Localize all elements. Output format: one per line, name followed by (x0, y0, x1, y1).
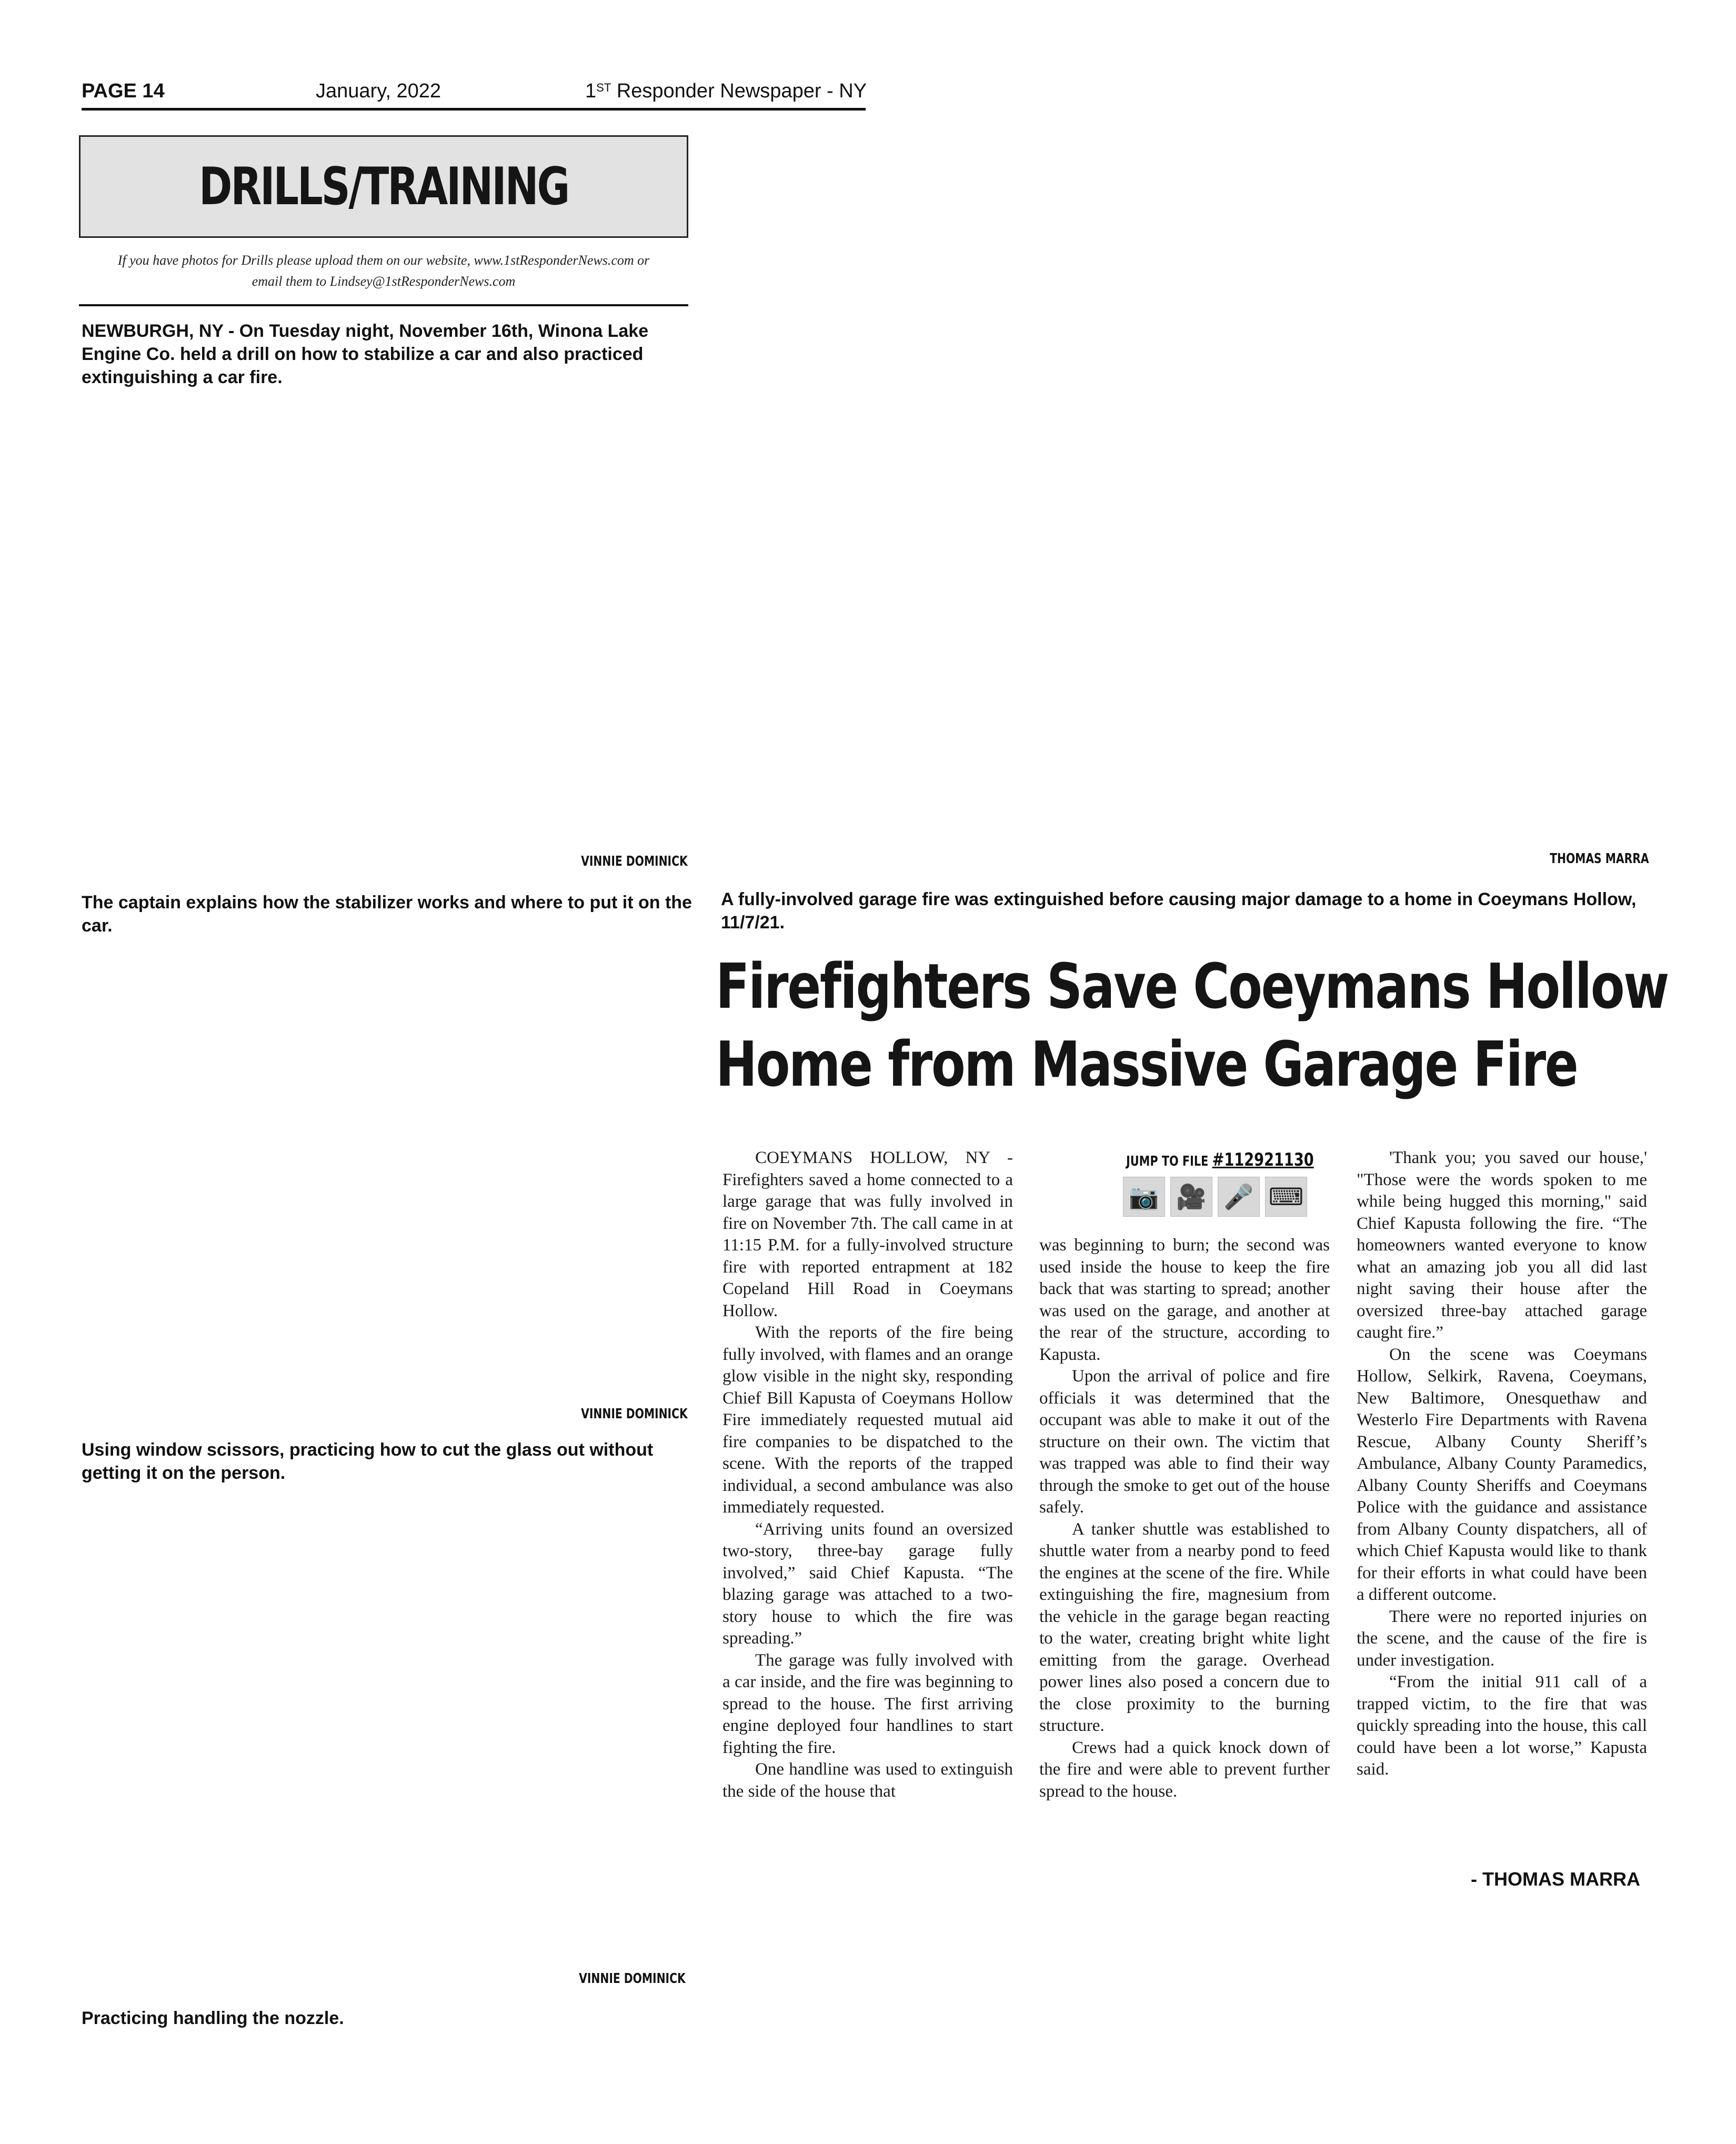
paragraph: Upon the arrival of police and fire officials it was determined that the occupant was able to make it out of the structure on their own. The victim that was trapped was able to find their way through the smoke to get out of the house safely. (1039, 1367, 1330, 1517)
photo-credit: VINNIE DOMINICK (579, 1971, 686, 1987)
jump-label: JUMP TO FILE #112921130 (1126, 1149, 1314, 1170)
publication-name: 1ST Responder Newspaper - NY (585, 80, 867, 102)
submission-note: If you have photos for Drills please upload them on our website, www.1stResponderNews.com or email them to Lindsey@1stResponderNews.com (117, 253, 650, 289)
photo-credit: THOMAS MARRA (1550, 851, 1649, 867)
article-column-1 (723, 1147, 1013, 1802)
article-column-2 (1039, 1235, 1330, 1802)
camera-icon[interactable]: 📷 (1123, 1177, 1165, 1217)
paragraph: The garage was fully involved with a car inside, and the fire was beginning to spread to the house. The first arriving engine deployed four handlines to start fighting the fire. (723, 1650, 1013, 1757)
photo-caption: Practicing handling the nozzle. (82, 2008, 344, 2028)
microphone-icon[interactable]: 🎤 (1218, 1177, 1260, 1217)
paragraph: On the scene was Coeymans Hollow, Selkirk, Ravena, Coeymans, New Baltimore, Onesquethaw and Westerlo Fire Departments with Ravena Rescue, Albany County Sheriff’s Ambulance, Albany County Paramedics, Albany County Sheriffs and Coeymans Police with the guidance and assistance from Albany County dispatchers, all of which Chief Kapusta would like to thank for their efforts in what could have been a different outcome. (1357, 1345, 1647, 1604)
jump-to-file-box[interactable] (1116, 1147, 1326, 1221)
paragraph: was beginning to burn; the second was used inside the house to keep the fire back that was starting to spread; another was used on the garage, and another at the rear of the structure, according to Kapusta. (1039, 1236, 1330, 1364)
paragraph: “From the initial 911 call of a trapped victim, to the fire that was quickly spreading into the house, this call could have been a lot worse,” Kapusta said. (1357, 1672, 1647, 1779)
paragraph: COEYMANS HOLLOW, NY - Firefighters saved a home connected to a large garage that was fully involved in fire on November 7th. The call came in at 11:15 P.M. for a fully-involved structure fire with reported entrapment at 182 Copeland Hill Road in Coeymans Hollow. (723, 1148, 1013, 1320)
section-title: DRILLS/TRAINING (198, 156, 569, 217)
paragraph: “Arriving units found an oversized two-story, three-bay garage fully involved,” said Chief Kapusta. “The blazing garage was attached to a two-story house to which the fire was spreading.” (723, 1519, 1013, 1648)
paragraph: 'Thank you; you saved our house,' "Those were the words spoken to me while being hugged this morning," said Chief Kapusta following the fire. “The homeowners wanted everyone to know what an amazing job you all did last night saving their house after the oversized three-bay attached garage caught fire.” (1357, 1148, 1647, 1342)
section-banner (79, 135, 688, 238)
paragraph: There were no reported injuries on the scene, and the cause of the fire is under investigation. (1357, 1607, 1647, 1670)
photo-caption: Using window scissors, practicing how to cut the glass out without getting it on the person. (82, 1440, 654, 1483)
paragraph: A tanker shuttle was established to shuttle water from a nearby pond to feed the engines at the scene of the fire. While extinguishing the fire, magnesium from the vehicle in the garage began reacting to the water, creating bright white light emitting from the garage. Overhead power lines also posed a concern due to the close proximity to the burning structure. (1039, 1519, 1330, 1735)
photo-credit: VINNIE DOMINICK (581, 1406, 688, 1422)
article-column-3 (1357, 1147, 1647, 1781)
video-camera-icon[interactable]: 🎥 (1170, 1177, 1212, 1217)
header-rule (82, 108, 866, 111)
page-number: PAGE 14 (82, 80, 165, 102)
paragraph: One handline was used to extinguish the side of the house that (723, 1760, 1013, 1801)
typewriter-icon[interactable]: ⌨ (1265, 1177, 1307, 1217)
photo-caption: The captain explains how the stabilizer works and where to put it on the car. (82, 893, 692, 936)
article-byline: - THOMAS MARRA (1471, 1868, 1640, 1890)
article-headline: Firefighters Save Coeymans Hollow Home from Massive Garage Fire (716, 950, 1668, 1100)
issue-date: January, 2022 (316, 80, 441, 102)
section-rule (79, 304, 688, 306)
photo-caption: A fully-involved garage fire was extinguished before causing major damage to a home in Coeymans Hollow, 11/7/21. (721, 889, 1637, 933)
paragraph: With the reports of the fire being fully involved, with flames and an orange glow visible in the night sky, responding Chief Bill Kapusta of Coeymans Hollow Fire immediately requested mutual aid fire companies to be dispatched to the scene. With the reports of the trapped individual, a second ambulance was also immediately requested. (723, 1323, 1013, 1517)
paragraph: Crews had a quick knock down of the fire and were able to prevent further spread to the house. (1039, 1738, 1330, 1801)
photo-credit: VINNIE DOMINICK (581, 854, 688, 869)
drills-lede: NEWBURGH, NY - On Tuesday night, November 16th, Winona Lake Engine Co. held a drill on how to stabilize a car and also practiced extinguishing a car fire. (82, 321, 649, 387)
